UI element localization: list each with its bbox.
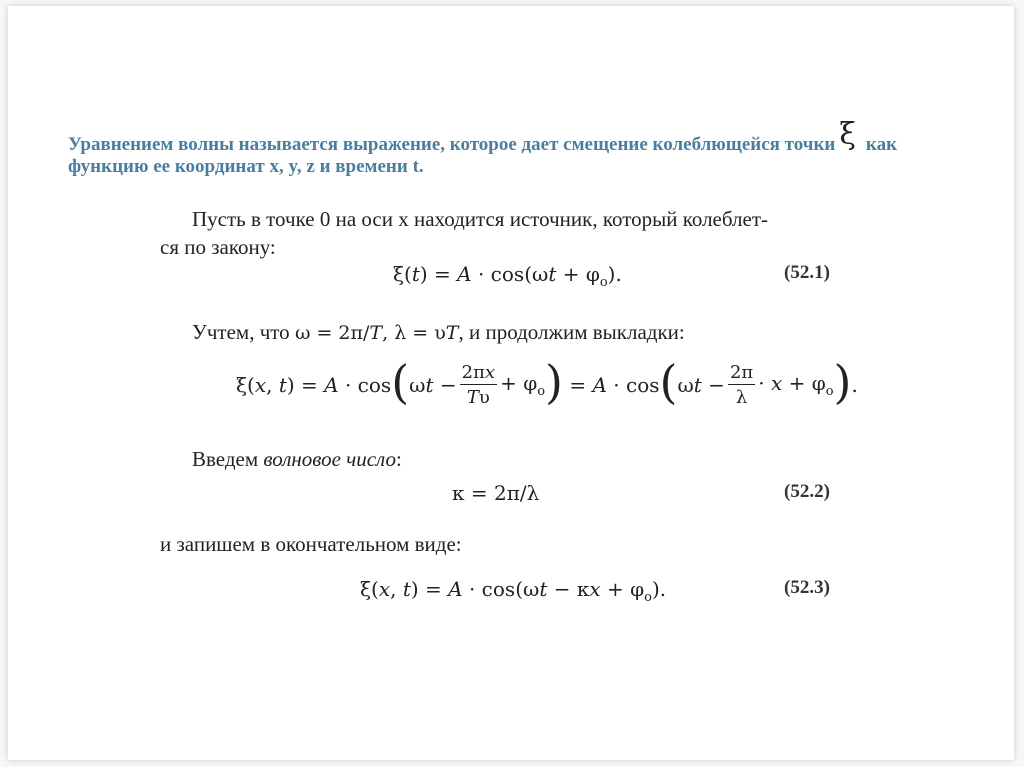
definition-text: Уравнением волны называется выражение, которое дает смещение колеблющейся точки: [68, 134, 836, 155]
paragraph-3-intro: Введем: [192, 447, 259, 471]
equation-52-1: $\xi(t) = A \cdot \cos(\omega t + \varphi_o)$.: [393, 262, 622, 290]
paragraph-2: [192, 320, 685, 345]
paragraph-4: и запишем в окончательном виде:: [160, 532, 462, 556]
definition-line-1: [68, 117, 968, 158]
equation-52-2: κ = 2π/λ: [452, 481, 540, 505]
paragraph-2-intro: Учтем, что: [192, 320, 290, 344]
equation-label-52-1: (52.1): [784, 262, 830, 283]
inline-formula-omega-lambda: ω = 2π/T, λ = υT: [294, 322, 459, 344]
paragraph-1-line-1: Пусть в точке 0 на оси x находится источник, который колеблет-: [192, 207, 769, 231]
definition-line-2: функцию ее координат x, y, z и времени t.: [68, 156, 424, 177]
equation-label-52-2: (52.2): [784, 481, 830, 502]
paragraph-1-line-2: ся по закону:: [160, 235, 276, 259]
equation-label-52-3: (52.3): [784, 577, 830, 598]
paragraph-2-outro: , и продолжим выкладки:: [458, 320, 685, 344]
paragraph-3-colon: :: [395, 447, 402, 471]
definition-text-end: как: [865, 134, 898, 155]
equation-wave-derivation: ξ(x, t) = A · cos(ωt − $\frac{2\pi x}{T\upsilon}$ + $\varphi_o) = A \cdot \cos(\omega t$ − $\frac{2\pi}{\lambda}$ · $x + \varphi_o$).: [236, 355, 858, 409]
paragraph-3: [192, 447, 402, 472]
xi-symbol: ξ: [839, 117, 856, 152]
equation-52-3: ξ(x, $t) = A \cdot \cos(\omega t - \kappa x + \varphi_o)$.: [360, 577, 667, 605]
wave-number-term: волновое число: [263, 447, 396, 471]
slide: [8, 6, 1014, 760]
